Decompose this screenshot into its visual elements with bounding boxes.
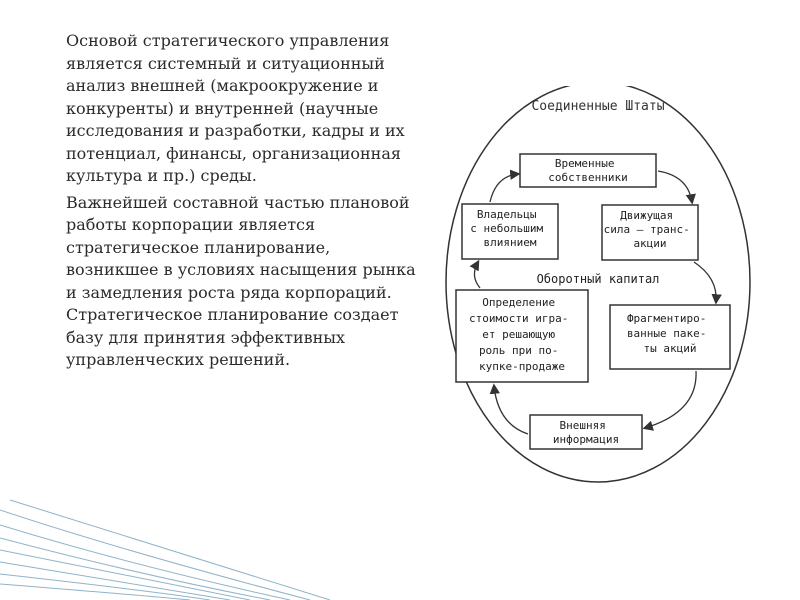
arrow-temp-to-driving xyxy=(658,171,692,202)
svg-text:Временные собственники xyxy=(548,157,627,184)
box-small-owners-line-1: Владельцы xyxy=(476,208,537,221)
box-valuation-line-5: купке-продаже xyxy=(478,360,566,373)
arrow-driving-to-fragmented xyxy=(694,262,716,302)
box-fragmented xyxy=(610,305,730,369)
box-driving-force-line-2: сила – транс- xyxy=(603,223,690,236)
svg-text:Внешняя информация xyxy=(553,419,619,446)
diagram-svg xyxy=(436,86,776,516)
text-column xyxy=(66,30,426,376)
box-fragmented-line-1: Фрагментиро- xyxy=(626,312,707,325)
svg-text:Определение стоимости xyxy=(469,296,575,373)
box-temp-owners xyxy=(520,154,656,187)
box-temp-owners-line-2: собственники xyxy=(548,171,628,184)
arrow-valuation-to-small xyxy=(474,262,480,288)
ownership-cycle-diagram xyxy=(436,86,776,516)
diagram-title: Соединенные Штаты xyxy=(531,99,665,114)
box-small-owners-line-2: с небольшим xyxy=(470,222,544,235)
box-valuation-line-3: ет решающую xyxy=(482,328,556,341)
box-driving-force xyxy=(602,205,698,260)
box-external-info xyxy=(530,415,642,449)
box-fragmented-line-3: ты акций xyxy=(643,342,697,355)
box-temp-owners-line-1: Временные xyxy=(554,157,615,170)
box-driving-force-line-1: Движущая xyxy=(620,209,674,222)
box-valuation-line-2: стоимости игра- xyxy=(469,312,569,325)
box-small-owners-line-3: влиянием xyxy=(483,236,537,249)
arrow-fragmented-to-external xyxy=(645,371,696,428)
paragraph-1: Основой стратегического управления является системный и ситуационный анализ внешней (макроокружение и конкуренты) и внутренней (научные исследования и разработки, кадры и их потенциал, финансы, организационная культура и пр.) среды. xyxy=(66,31,405,185)
box-valuation-line-4: роль при по- xyxy=(478,344,559,357)
arrow-external-to-valuation xyxy=(494,386,528,434)
box-small-owners xyxy=(462,204,558,259)
box-valuation xyxy=(456,290,588,382)
box-fragmented-line-2: ванные паке- xyxy=(626,327,707,340)
arrow-small-to-temp xyxy=(490,174,518,202)
box-valuation-line-1: Определение xyxy=(482,296,556,309)
box-driving-force-line-3: акции xyxy=(633,237,667,250)
box-external-info-line-2: информация xyxy=(552,433,620,446)
center-label: Оборотный капитал xyxy=(536,272,660,286)
decorative-corner-lines xyxy=(0,480,800,600)
box-external-info-line-1: Внешняя xyxy=(559,419,606,432)
paragraph-2: Важнейшей составной частью плановой работы корпорации является стратегическое планирование, возникшее в условиях насыщения рынка и замедления роста ряда корпораций. Стратегическое планирование создает базу для принятия эффективных управленческих решений. xyxy=(66,192,416,369)
